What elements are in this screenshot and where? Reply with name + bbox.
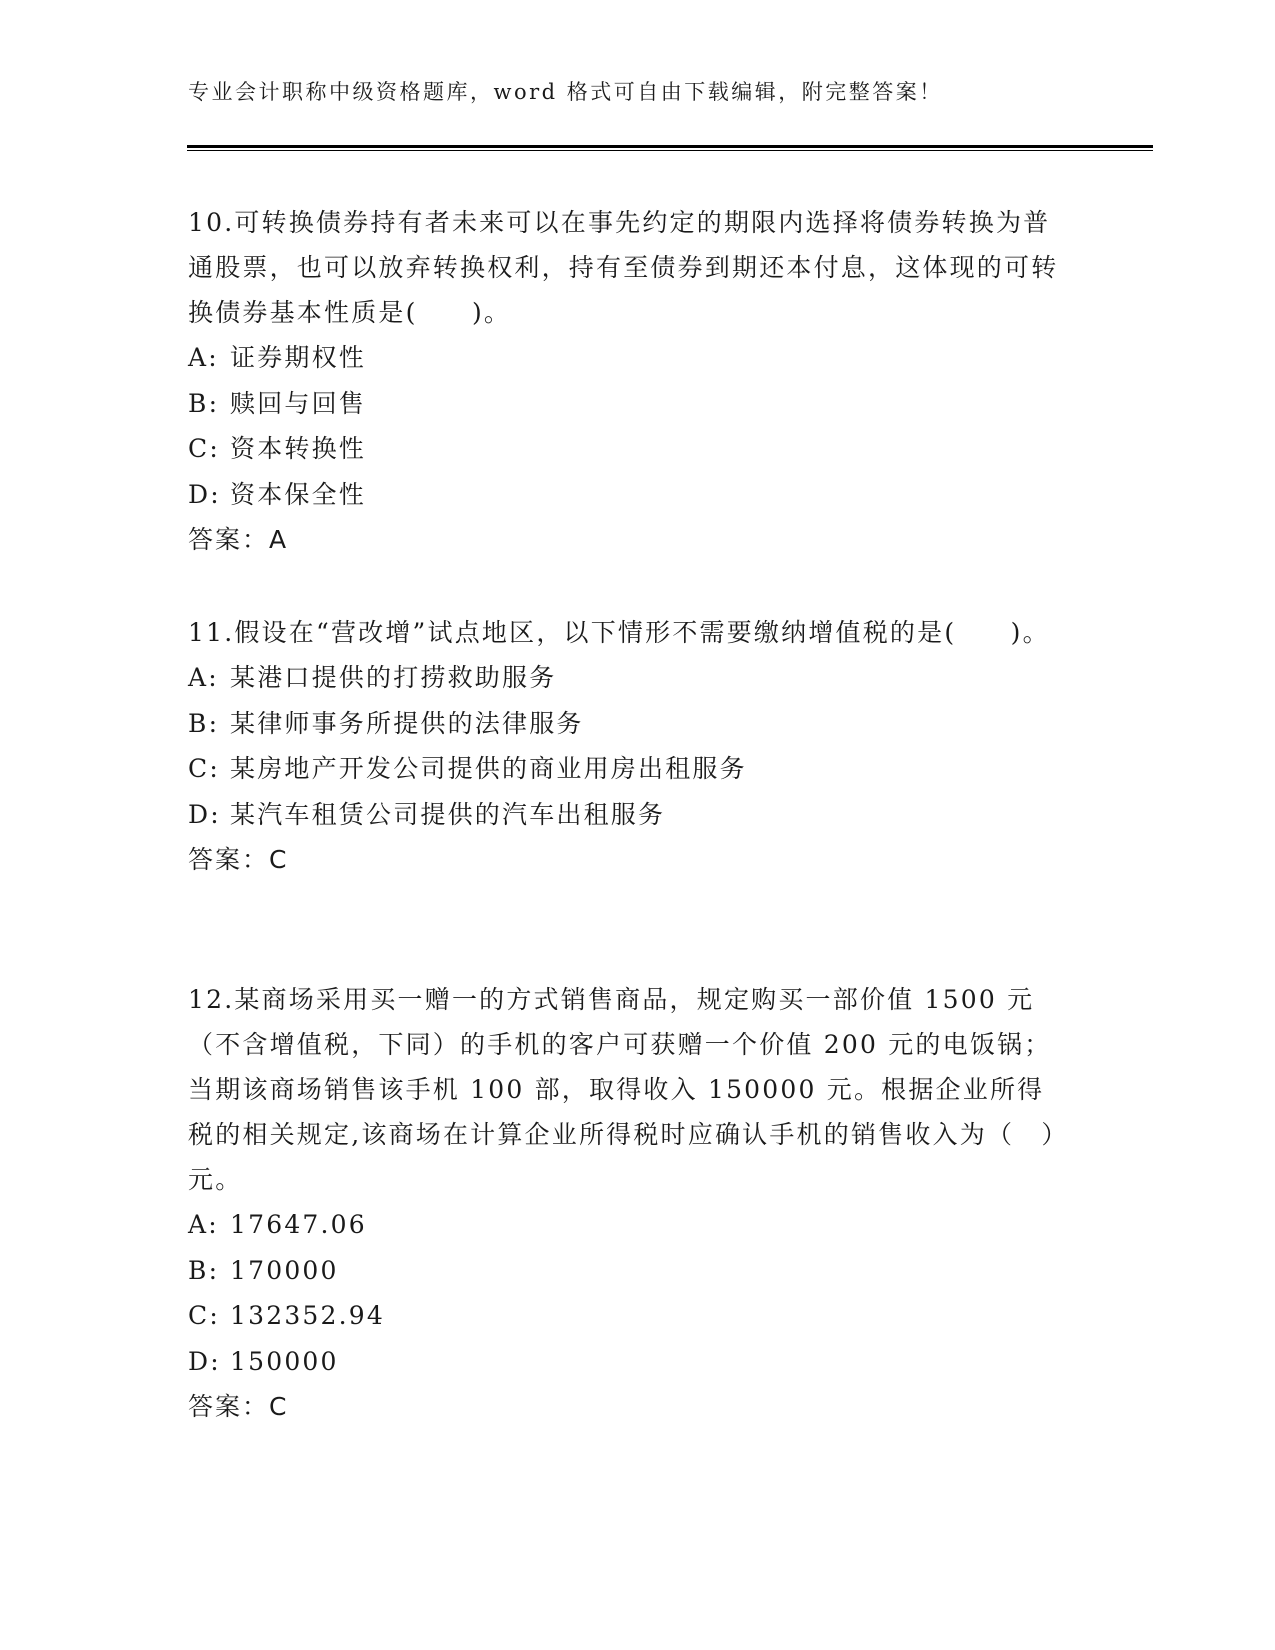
option-b [188,701,1068,747]
option-d [188,472,1068,518]
option-letter: C: [188,434,220,463]
option-c [188,1293,1068,1339]
option-text: 赎回与回售 [230,388,367,418]
option-letter: B: [188,1255,220,1285]
option-c [188,746,1068,792]
option-letter: A: [188,1210,219,1239]
answer-line: 答案：C [188,1392,289,1421]
question-stem: 11.假设在“营改增”试点地区，以下情形不需要缴纳增值税的是( )。 [188,618,1050,647]
option-text: 170000 [230,1255,339,1285]
option-c [188,426,1068,472]
option-letter: D: [188,1346,221,1376]
option-b [188,1248,1068,1294]
option-a [188,655,1068,701]
question-stem: 12.某商场采用买一赠一的方式销售商品，规定购买一部价值 1500 元（不含增值税，下同）的手机的客户可获赠一个价值 200 元的电饭锅；当期该商场销售该手机 100 部，取得收入 150000 元。根据企业所得税的相关规定,该商场在计算企业所得税时应确认手机的销售收入为（ ）元。 [188,985,1057,1194]
option-letter: C: [188,1301,220,1330]
header-rule-thin [187,150,1153,151]
option-a [188,1202,1068,1248]
option-text: 某汽车租赁公司提供的汽车出租服务 [230,799,666,829]
option-d [188,1339,1068,1385]
option-d [188,792,1068,838]
page-header: 专业会计职称中级资格题库，word 格式可自由下载编辑，附完整答案！ [188,80,943,104]
option-text: 132352.94 [230,1301,385,1330]
option-text: 某房地产开发公司提供的商业用房出租服务 [230,754,747,783]
answer-line: 答案：C [188,845,289,874]
option-text: 17647.06 [230,1210,367,1239]
option-text: 某港口提供的打捞救助服务 [230,663,557,692]
option-text: 资本保全性 [230,479,367,509]
question-11 [188,610,1068,883]
option-letter: A: [188,663,219,692]
option-text: 某律师事务所提供的法律服务 [230,708,584,738]
question-12 [188,977,1068,1430]
option-text: 证券期权性 [230,343,367,372]
option-letter: B: [188,708,220,738]
option-text: 资本转换性 [230,434,367,463]
option-letter: D: [188,799,221,829]
option-a [188,335,1068,381]
option-letter: B: [188,388,220,418]
option-text: 150000 [230,1346,339,1376]
option-letter: C: [188,754,220,783]
option-letter: A: [188,343,219,372]
option-b [188,381,1068,427]
answer-line: 答案：A [188,525,289,554]
option-letter: D: [188,479,221,509]
question-10 [188,200,1068,563]
header-rule-thick [187,145,1153,148]
question-stem: 10.可转换债券持有者未来可以在事先约定的期限内选择将债券转换为普通股票，也可以放弃转换权利，持有至债券到期还本付息，这体现的可转换债券基本性质是( )。 [188,208,1059,327]
